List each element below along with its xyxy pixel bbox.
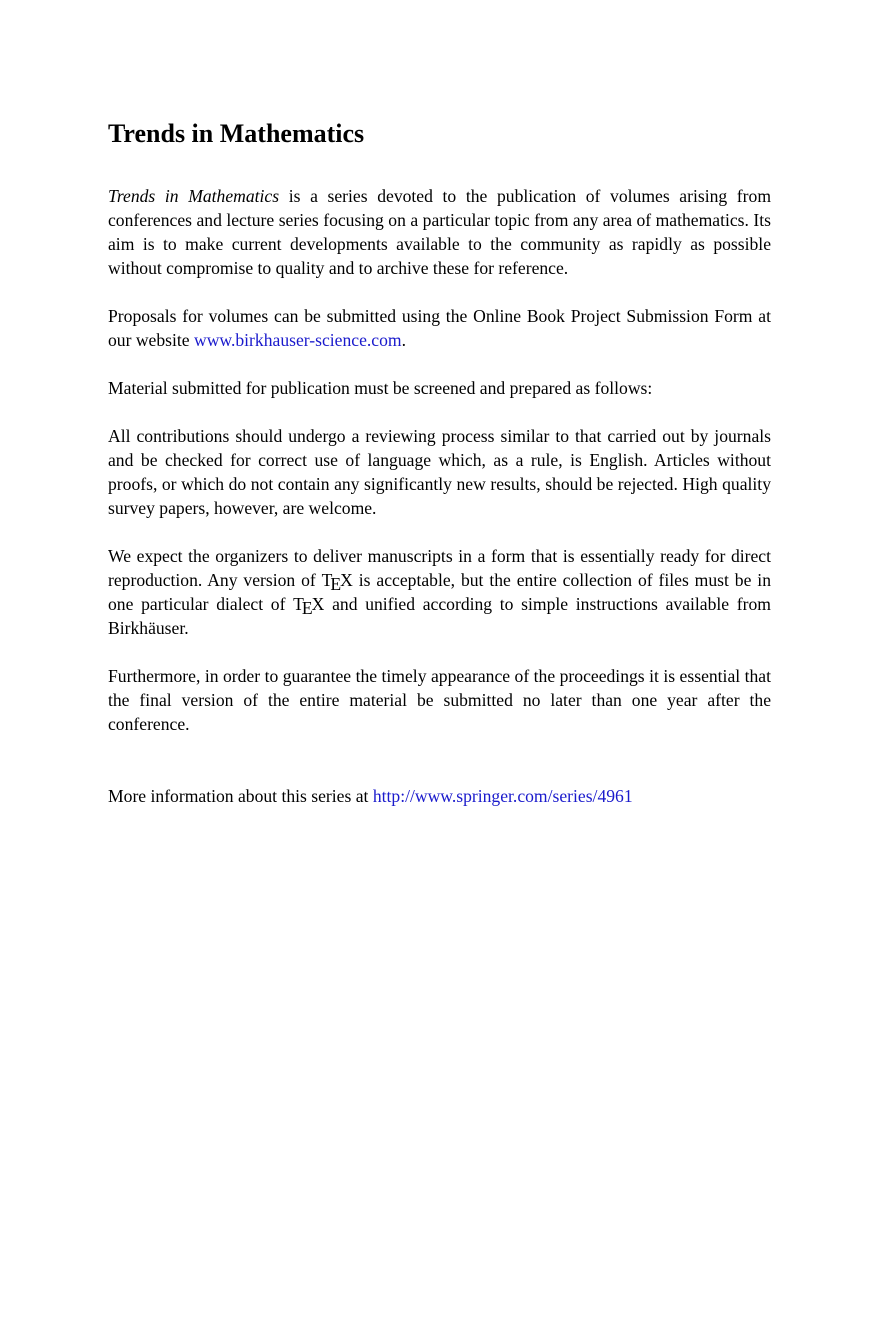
tex-logo (293, 592, 324, 616)
tex-logo-t: T (321, 570, 333, 590)
birkhauser-website-link[interactable]: www.birkhauser-science.com (194, 330, 402, 350)
springer-series-link[interactable]: http://www.springer.com/series/4961 (372, 786, 633, 806)
organizers-paragraph (108, 544, 771, 640)
more-info-text: More information about this series at (108, 786, 373, 806)
tex-logo-t: T (293, 594, 304, 614)
page-title: Trends in Mathematics (108, 119, 365, 148)
intro-paragraph (108, 184, 771, 280)
furthermore-paragraph: Furthermore, in order to guarantee the timely appearance of the proceedings it is essential that the final version of the entire material be submitted no later than one year after the conference. (108, 666, 771, 734)
proposals-period: . (401, 330, 406, 350)
tex-logo-x: X (340, 570, 353, 590)
tex-logo-e: E (330, 574, 342, 594)
tex-logo-x: X (311, 594, 325, 614)
organizers-text-3: and unified according to simple instructions available from Birkhäuser. (108, 594, 771, 638)
intro-text: is a series devoted to the publication of volumes arising from conferences and lecture series focusing on a particular topic from any area of mathematics. Its aim is to make current developments available to the community as rapidly as possible without compromise to quality and to archive these for reference. (108, 186, 772, 278)
tex-logo (322, 568, 353, 592)
material-paragraph: Material submitted for publication must be screened and prepared as follows: (108, 378, 653, 398)
organizers-text-1: We expect the organizers to deliver manuscripts in a form that is essentially ready for direct reproduction. Any version of (108, 546, 771, 590)
contributions-paragraph: All contributions should undergo a reviewing process similar to that carried out by journals and be checked for correct use of language which, as a rule, is English. Articles without proofs, or which do not contain any significantly new results, should be rejected. High quality survey papers, however, are welcome. (108, 426, 771, 518)
tex-logo-e: E (301, 598, 313, 618)
proposals-text: Proposals for volumes can be submitted using the Online Book Project Submission Form at our website (108, 306, 771, 350)
series-name: Trends in Mathematics (108, 186, 280, 206)
organizers-text-2: is acceptable, but the entire collection of files must be in one particular dialect of (108, 570, 771, 614)
document-page (108, 118, 771, 808)
more-info-paragraph (108, 784, 771, 808)
proposals-paragraph (108, 304, 771, 352)
